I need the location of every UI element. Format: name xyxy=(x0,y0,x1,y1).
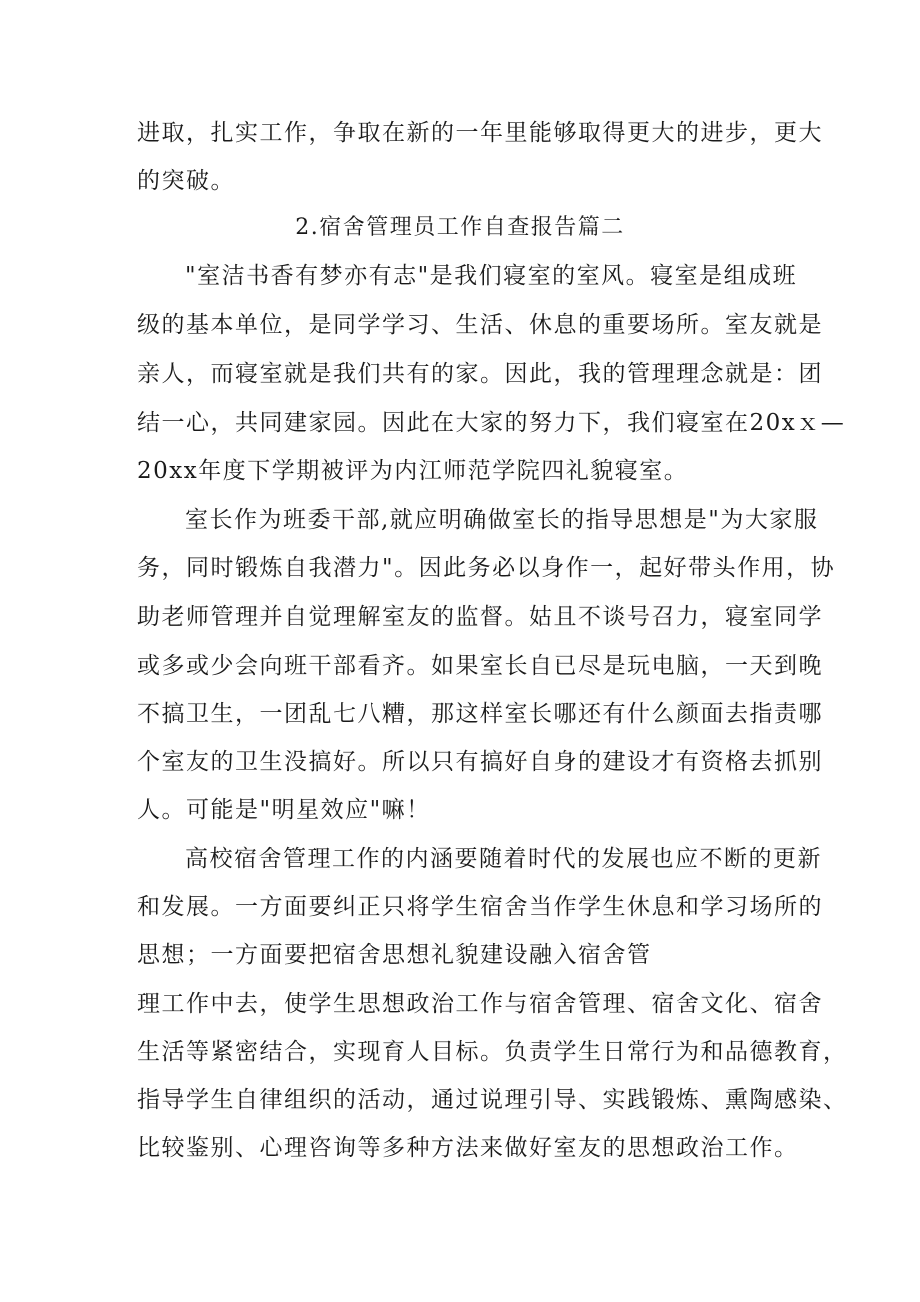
text-line: 生活等紧密结合，实现育人目标。负责学生日常行为和品德教育， xyxy=(137,1039,848,1065)
text-line: 结一心，共同建家园。因此在大家的努力下，我们寝室在20xｘ— xyxy=(137,410,846,436)
text-line: 进取，扎实工作，争取在新的一年里能够取得更大的进步，更大 xyxy=(137,120,823,146)
text-line: 理工作中去，使学生思想政治工作与宿舍管理、宿舍文化、宿舍 xyxy=(137,991,823,1017)
text-line: 亲人，而寝室就是我们共有的家。因此，我的管理理念就是：团 xyxy=(137,361,823,387)
text-line: 的突破。 xyxy=(137,168,235,194)
text-line: 和发展。一方面要纠正只将学生宿舍当作学生休息和学习场所的 xyxy=(137,894,823,920)
text-line: 个室友的卫生没搞好。所以只有搞好自身的建设才有资格去抓别 xyxy=(137,749,823,775)
text-line: 级的基本单位，是同学学习、生活、休息的重要场所。室友就是 xyxy=(137,312,823,338)
paragraph-first-line: 室长作为班委干部,就应明确做室长的指导思想是"为大家服 xyxy=(185,507,819,533)
text-line: 或多或少会向班干部看齐。如果室长自已尽是玩电脑，一天到晚 xyxy=(137,653,823,679)
text-line: 指导学生自律组织的活动，通过说理引导、实践锻炼、熏陶感染、 xyxy=(137,1087,848,1113)
text-line: 人。可能是"明星效应"嘛！ xyxy=(137,797,431,823)
text-line: 20xx年度下学期被评为内江师范学院四礼貌寝室。 xyxy=(137,458,689,484)
paragraph-first-line: 高校宿舍管理工作的内涵要随着时代的发展也应不断的更新 xyxy=(185,846,822,872)
text-line: 助老师管理并自觉理解室友的监督。姑且不谈号召力，寝室同学 xyxy=(137,604,823,630)
paragraph-first-line: "室洁书香有梦亦有志"是我们寝室的室风。寝室是组成班 xyxy=(185,263,798,289)
text-line: 比较鉴别、心理咨询等多种方法来做好室友的思想政治工作。 xyxy=(137,1135,799,1161)
text-line: 务，同时锻炼自我潜力"。因此务必以身作一，起好带头作用，协 xyxy=(137,555,836,581)
text-line: 不搞卫生，一团乱七八糟，那这样室长哪还有什么颜面去指责哪 xyxy=(137,701,823,727)
text-line: 思想；一方面要把宿舍思想礼貌建设融入宿舍管 xyxy=(137,942,652,968)
section-heading: 2.宿舍管理员工作自查报告篇二 xyxy=(295,215,625,240)
